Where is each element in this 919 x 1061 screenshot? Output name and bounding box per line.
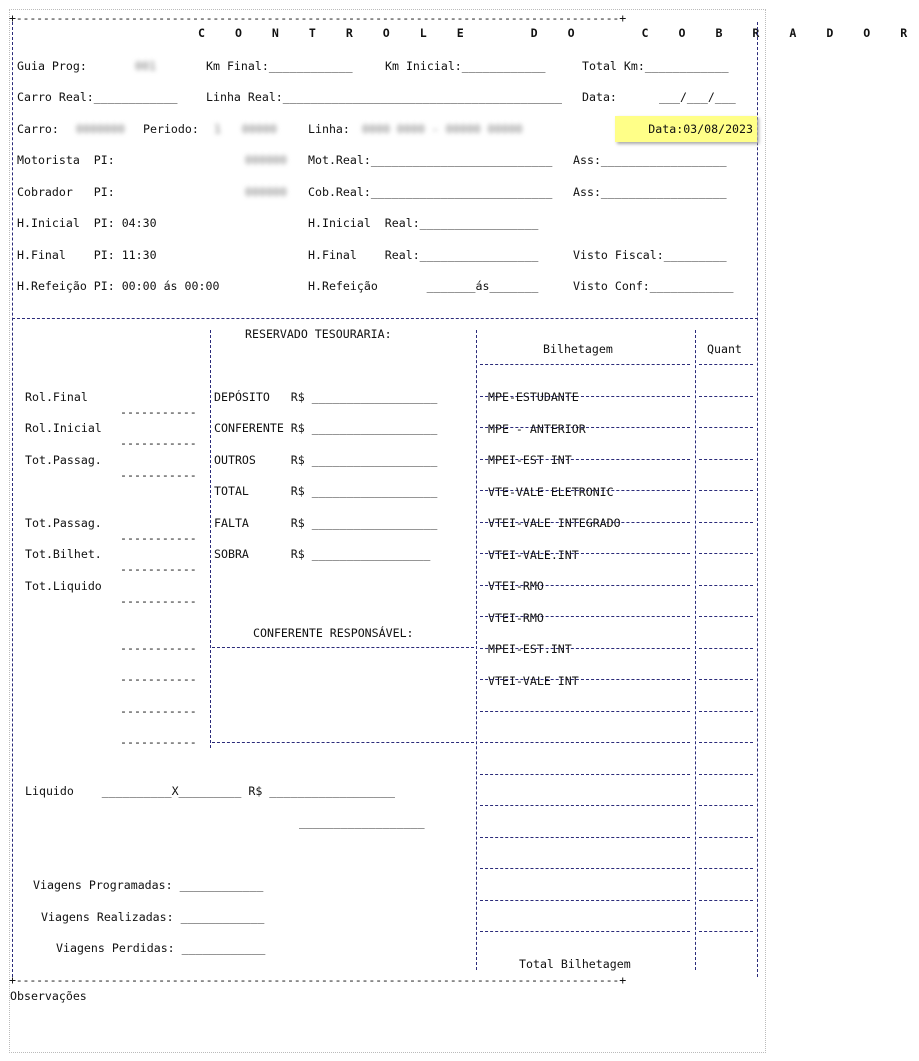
form-title: C O N T R O L E D O C O B R A D O R <box>198 26 919 40</box>
guia-prog-label: Guia Prog: <box>17 59 87 73</box>
quant-row-line[interactable] <box>699 931 753 932</box>
quant-row-line[interactable] <box>699 648 753 649</box>
carro-real-field[interactable]: Carro Real:____________ <box>17 90 178 104</box>
quant-row-line[interactable] <box>699 522 753 523</box>
guia-prog-value: 001 <box>135 59 156 73</box>
bilhetagem-item: VTEI-VALE INT <box>488 674 579 688</box>
conferente-field[interactable]: CONFERENTE R$ __________________ <box>214 421 438 435</box>
h-final-real-field[interactable]: H.Final Real:_________________ <box>308 248 539 262</box>
bilhetagem-row-line <box>480 868 690 869</box>
cob-real-field[interactable]: Cob.Real:__________________________ <box>308 185 553 199</box>
left-blank-line[interactable]: ----------- <box>120 704 197 718</box>
liquido-field[interactable]: Liquido __________X_________ R$ __________________ <box>25 784 395 798</box>
quant-row-line[interactable] <box>699 490 753 491</box>
km-final-field[interactable]: Km Final:____________ <box>206 59 353 73</box>
quant-row-line[interactable] <box>699 679 753 680</box>
tesouraria-title: RESERVADO TESOURARIA: <box>245 327 392 341</box>
quant-row-line[interactable] <box>699 742 753 743</box>
motorista-label: Motorista PI: <box>17 153 115 167</box>
left-blank-line[interactable]: ----------- <box>120 468 197 482</box>
km-inicial-field[interactable]: Km Inicial:____________ <box>385 59 546 73</box>
quant-header: Quant <box>707 342 742 356</box>
liquido-field-2[interactable]: __________________ <box>299 815 425 829</box>
quant-row-line[interactable] <box>699 553 753 554</box>
viagens-perdidas-field[interactable]: Viagens Perdidas: ____________ <box>56 941 266 955</box>
bilhetagem-item: VTE-VALE ELETRONIC <box>488 485 614 499</box>
bilhetagem-header: Bilhetagem <box>543 342 613 356</box>
quant-row-line[interactable] <box>699 616 753 617</box>
carro-label: Carro: <box>17 122 59 136</box>
bottom-border: +-----------------------------------------------------------------------------------------+ <box>9 973 626 987</box>
visto-fiscal-field[interactable]: Visto Fiscal:_________ <box>573 248 727 262</box>
bilhetagem-item: MPE - ANTERIOR <box>488 422 586 436</box>
right-border <box>757 22 758 977</box>
total-field[interactable]: TOTAL R$ __________________ <box>214 484 438 498</box>
left-blank-line[interactable]: ----------- <box>120 672 197 686</box>
left-blank-line[interactable]: ----------- <box>120 436 197 450</box>
ass-cobrador-field[interactable]: Ass:__________________ <box>573 185 727 199</box>
conferente-box-bottom <box>212 742 474 743</box>
bilhetagem-row-line <box>480 931 690 932</box>
tot-passag-label: Tot.Passag. <box>25 453 102 467</box>
conferente-sign-line <box>212 647 474 648</box>
data-tag-label: Data: <box>648 122 684 136</box>
ass-motorista-field[interactable]: Ass:__________________ <box>573 153 727 167</box>
bilhetagem-item: VTEI-RMO <box>488 579 544 593</box>
left-blank-line[interactable]: ----------- <box>120 531 197 545</box>
left-blank-line[interactable]: ----------- <box>120 405 197 419</box>
bilhetagem-row-line <box>480 742 690 743</box>
bilhetagem-item: MPEI-EST INT <box>488 453 572 467</box>
col-divider-1 <box>210 330 211 748</box>
cobrador-label: Cobrador PI: <box>17 185 115 199</box>
bilhetagem-item: VTEI-RMO <box>488 611 544 625</box>
quant-row-line[interactable] <box>699 427 753 428</box>
outros-field[interactable]: OUTROS R$ __________________ <box>214 453 438 467</box>
bilhetagem-item: VTEI-VALE.INT <box>488 548 579 562</box>
data-label: Data: <box>582 90 617 104</box>
data-blank-field[interactable]: ___/___/___ <box>659 90 736 104</box>
left-blank-line[interactable]: ----------- <box>120 594 197 608</box>
h-refeicao-label: H.Refeição PI: 00:00 ás 00:00 <box>17 279 220 293</box>
quant-row-line[interactable] <box>699 868 753 869</box>
h-inicial-label: H.Inicial PI: 04:30 <box>17 216 157 230</box>
h-refeicao-real-field[interactable]: H.Refeição _______ás_______ <box>308 279 539 293</box>
bilhetagem-row-line <box>480 364 690 365</box>
quant-row-line[interactable] <box>699 711 753 712</box>
bilhetagem-row-line <box>480 774 690 775</box>
left-blank-line[interactable]: ----------- <box>120 562 197 576</box>
col-divider-2 <box>476 330 477 970</box>
viagens-programadas-field[interactable]: Viagens Programadas: ____________ <box>33 878 264 892</box>
section-separator <box>12 318 758 319</box>
rol-final-label: Rol.Final <box>25 390 88 404</box>
sobra-field[interactable]: SOBRA R$ _________________ <box>214 547 431 561</box>
visto-conf-field[interactable]: Visto Conf:____________ <box>573 279 734 293</box>
left-border <box>12 22 13 977</box>
motorista-value: 000000 <box>245 153 287 167</box>
periodo-value: 1 00000 <box>214 122 277 136</box>
bilhetagem-item: VTEI-VALE INTEGRADO <box>488 516 621 530</box>
periodo-label: Periodo: <box>143 122 199 136</box>
mot-real-field[interactable]: Mot.Real:__________________________ <box>308 153 553 167</box>
quant-row-line[interactable] <box>699 459 753 460</box>
cobrador-value: 000000 <box>245 185 287 199</box>
col-divider-3 <box>695 330 696 970</box>
quant-row-line[interactable] <box>699 837 753 838</box>
left-blank-line[interactable]: ----------- <box>120 735 197 749</box>
bilhetagem-row-line <box>480 711 690 712</box>
bilhetagem-row-line <box>480 900 690 901</box>
total-bilhetagem-label: Total Bilhetagem <box>519 957 631 971</box>
viagens-realizadas-field[interactable]: Viagens Realizadas: ____________ <box>41 910 265 924</box>
observacoes-label: Observações <box>10 989 87 1003</box>
h-final-label: H.Final PI: 11:30 <box>17 248 157 262</box>
total-km-field[interactable]: Total Km:____________ <box>582 59 729 73</box>
deposito-field[interactable]: DEPÓSITO R$ __________________ <box>214 390 438 404</box>
bilhetagem-row-line <box>480 805 690 806</box>
quant-row-line[interactable] <box>699 364 753 365</box>
tot-passag-label-2: Tot.Passag. <box>25 516 102 530</box>
bilhetagem-row-line <box>480 837 690 838</box>
quant-row-line[interactable] <box>699 585 753 586</box>
tot-liquido-label: Tot.Liquido <box>25 579 102 593</box>
rol-inicial-label: Rol.Inicial <box>25 421 102 435</box>
bilhetagem-item: MPE-ESTUDANTE <box>488 390 579 404</box>
linha-real-field[interactable]: Linha Real:________________________________________ <box>206 90 562 104</box>
linha-label: Linha: <box>308 122 350 136</box>
quant-row-line[interactable] <box>699 774 753 775</box>
bilhetagem-item: MPEI-EST.INT <box>488 642 572 656</box>
quant-row-line[interactable] <box>699 900 753 901</box>
left-blank-line[interactable]: ----------- <box>120 641 197 655</box>
top-border: +-----------------------------------------------------------------------------------------+ <box>9 11 626 25</box>
quant-row-line[interactable] <box>699 396 753 397</box>
data-sticky-note <box>615 116 757 142</box>
tot-bilhet-label: Tot.Bilhet. <box>25 547 102 561</box>
linha-value: 0000 0000 - 00000 00000 <box>362 122 523 136</box>
quant-row-line[interactable] <box>699 805 753 806</box>
h-inicial-real-field[interactable]: H.Inicial Real:_________________ <box>308 216 539 230</box>
conferente-responsavel-label: CONFERENTE RESPONSÁVEL: <box>253 626 414 640</box>
carro-value: 0000000 <box>76 122 125 136</box>
data-tag-value: 03/08/2023 <box>683 122 753 136</box>
falta-field[interactable]: FALTA R$ __________________ <box>214 516 438 530</box>
